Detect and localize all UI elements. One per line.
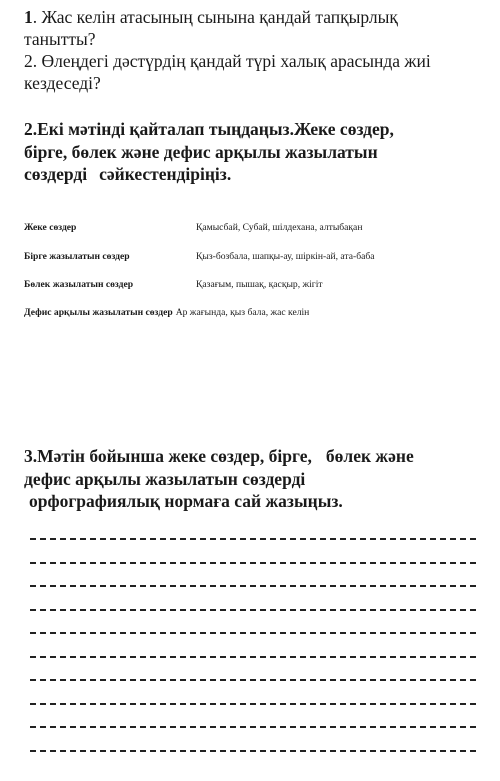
table-row-value: Қыз-бозбала, шапқы-ау, шіркін-ай, ата-баба: [196, 251, 375, 262]
task-3-line-1b: бөлек және: [325, 446, 414, 466]
answer-line: [30, 656, 476, 658]
task-3-heading: [24, 445, 484, 513]
task-2-line-3b: сәйкестендіріңіз.: [99, 164, 232, 184]
answer-line: [30, 750, 476, 752]
table-row-key: Бөлек жазылатын сөздер: [24, 279, 134, 290]
question-1-number: 1: [24, 7, 33, 27]
answer-line: [30, 538, 476, 540]
question-1-line: [24, 6, 492, 28]
task-2-line-2: бірге, бөлек және дефис арқылы жазылатын: [24, 141, 378, 162]
answer-line: [30, 703, 476, 705]
table-row-key: Дефис арқылы жазылатын сөздер: [24, 307, 173, 318]
table-row: [24, 251, 375, 265]
answer-line: [30, 609, 476, 611]
task-2-line-3: [24, 163, 484, 186]
question-1-text: . Жас келін атасының сынына қандай тапқырлық: [32, 7, 398, 27]
answer-line: [30, 726, 476, 728]
question-2-line: 2. Өлеңдегі дәстүрдің қандай түрі халық арасында жиі: [24, 51, 431, 71]
question-2-continuation: кездеседі?: [24, 73, 101, 93]
table-row-key: Бірге жазылатын сөздер: [24, 251, 130, 262]
table-row: [24, 222, 363, 236]
table-row-key: Жеке сөздер: [24, 222, 77, 233]
question-1-continuation: танытты?: [24, 29, 96, 49]
task-3-line-1a: 3.Мәтін бойынша жеке сөздер, бірге,: [24, 446, 312, 466]
answer-line: [30, 585, 476, 587]
task-2-heading: [24, 118, 484, 186]
task-3-line-2: дефис арқылы жазылатын сөздерді: [24, 468, 306, 489]
table-row: [24, 307, 309, 321]
table-row-value: Қамысбай, Субай, шілдехана, алтыбақан: [196, 222, 363, 233]
table-row-value: Ар жағында, қыз бала, жас келін: [175, 307, 310, 318]
table-row-value: Қазағым, пышақ, қасқыр, жігіт: [196, 279, 323, 290]
table-row: [24, 279, 323, 293]
task-3-line-1: [24, 446, 414, 466]
task-3-line-3: орфографиялық нормаға сай жазыңыз.: [29, 491, 343, 511]
questions-block: [24, 6, 492, 94]
task-2-line-1: 2.Екі мәтінді қайталап тыңдаңыз.Жеке сөздер,: [24, 119, 394, 139]
answer-line: [30, 632, 476, 634]
task-2-line-3a: сөздерді: [24, 164, 88, 184]
answer-line: [30, 679, 476, 681]
answer-line: [30, 562, 476, 564]
